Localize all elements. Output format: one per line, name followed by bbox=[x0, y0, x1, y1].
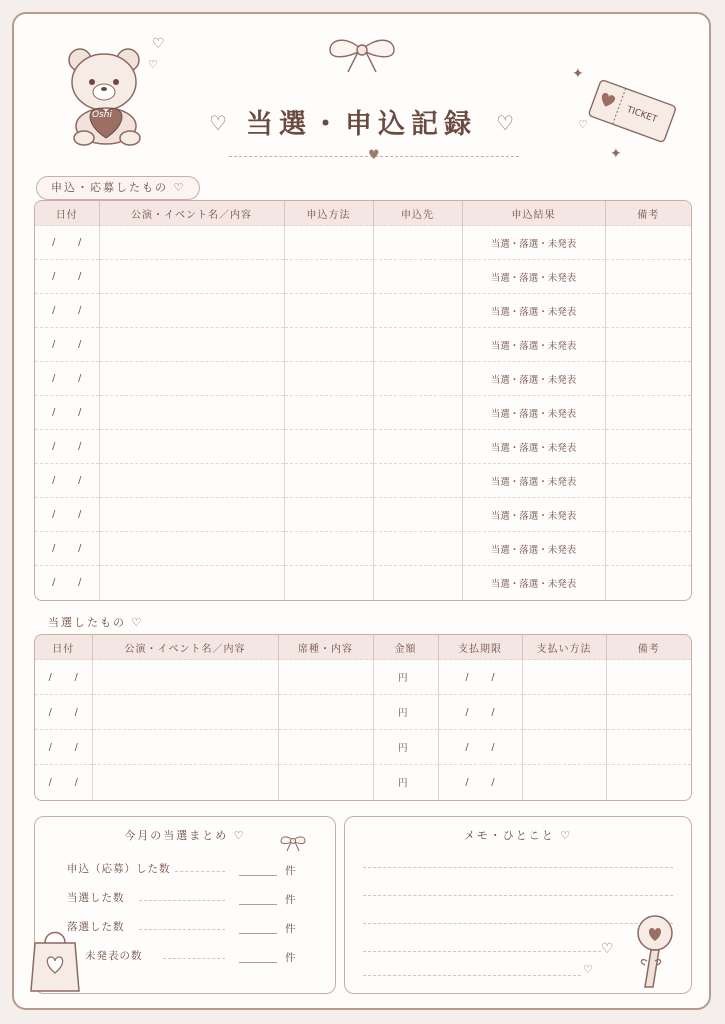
table-row bbox=[35, 464, 691, 498]
table-row bbox=[35, 260, 691, 294]
ribbon-icon bbox=[279, 833, 307, 853]
notes-cell[interactable] bbox=[605, 294, 691, 328]
date-cell[interactable] bbox=[35, 260, 99, 294]
date-separator: / bbox=[465, 706, 469, 718]
summary-unit: 件 bbox=[285, 923, 296, 935]
date-separator: / bbox=[74, 706, 78, 718]
date-cell[interactable] bbox=[35, 294, 99, 328]
date-cell[interactable] bbox=[35, 430, 99, 464]
date-separator: / bbox=[52, 339, 56, 350]
date-cell[interactable] bbox=[35, 730, 92, 765]
summary-leader bbox=[139, 929, 225, 930]
method-cell[interactable] bbox=[284, 532, 373, 566]
heart-icon: ♡ bbox=[148, 58, 158, 71]
heart-icon: ♡ bbox=[208, 111, 227, 135]
event-cell[interactable] bbox=[99, 294, 284, 328]
date-cell[interactable] bbox=[35, 660, 92, 695]
result-cell[interactable]: 当選・落選・未発表 bbox=[462, 328, 605, 362]
date-separator: / bbox=[78, 475, 82, 486]
notes-cell[interactable] bbox=[605, 328, 691, 362]
column-header: 支払い方法 bbox=[522, 635, 606, 660]
date-separator: / bbox=[491, 706, 495, 718]
destination-cell[interactable] bbox=[373, 464, 462, 498]
destination-cell[interactable] bbox=[373, 532, 462, 566]
summary-item-label: 申込（応募）した数 bbox=[67, 863, 171, 875]
notes-cell[interactable] bbox=[605, 362, 691, 396]
notes-cell[interactable] bbox=[605, 498, 691, 532]
date-separator: / bbox=[48, 706, 52, 718]
table-row bbox=[35, 532, 691, 566]
event-cell[interactable] bbox=[99, 328, 284, 362]
column-header: 申込方法 bbox=[284, 201, 373, 226]
wins-table bbox=[34, 634, 692, 801]
table-row bbox=[35, 498, 691, 532]
date-separator: / bbox=[52, 577, 56, 589]
date-separator: / bbox=[78, 543, 82, 554]
summary-item-label: 当選した数 bbox=[67, 892, 125, 904]
event-cell[interactable] bbox=[99, 430, 284, 464]
amount-cell[interactable]: 円 bbox=[373, 695, 438, 730]
table-row bbox=[35, 396, 691, 430]
seat-cell[interactable] bbox=[278, 730, 373, 765]
date-separator: / bbox=[78, 339, 82, 350]
column-header: 申込結果 bbox=[462, 201, 605, 226]
notes-cell[interactable] bbox=[605, 566, 691, 600]
result-cell[interactable]: 当選・落選・未発表 bbox=[462, 362, 605, 396]
date-separator: / bbox=[465, 741, 469, 753]
record-sheet bbox=[12, 12, 711, 1010]
table-row bbox=[35, 328, 691, 362]
payment-method-cell[interactable] bbox=[522, 765, 606, 800]
date-cell[interactable] bbox=[35, 226, 99, 260]
heart-icon: ♥ bbox=[368, 148, 380, 163]
event-cell[interactable] bbox=[92, 765, 278, 800]
destination-cell[interactable] bbox=[373, 498, 462, 532]
event-cell[interactable] bbox=[92, 695, 278, 730]
summary-unit: 件 bbox=[285, 952, 296, 964]
result-cell[interactable]: 当選・落選・未発表 bbox=[462, 566, 605, 600]
method-cell[interactable] bbox=[284, 566, 373, 600]
date-separator: / bbox=[52, 237, 56, 248]
date-separator: / bbox=[74, 671, 78, 683]
summary-item-label: 落選した数 bbox=[67, 921, 125, 933]
destination-cell[interactable] bbox=[373, 430, 462, 464]
date-cell[interactable] bbox=[35, 765, 92, 800]
notes-cell[interactable] bbox=[605, 260, 691, 294]
event-cell[interactable] bbox=[99, 532, 284, 566]
amount-cell[interactable]: 円 bbox=[373, 660, 438, 695]
destination-cell[interactable] bbox=[373, 226, 462, 260]
date-separator: / bbox=[491, 671, 495, 683]
sparkle-icon: ✦ bbox=[610, 146, 622, 162]
date-separator: / bbox=[74, 776, 78, 788]
column-header: 日付 bbox=[35, 201, 99, 226]
table-header bbox=[35, 201, 691, 226]
payment-deadline-cell[interactable] bbox=[438, 730, 522, 765]
bear-badge-text: Oshi bbox=[92, 110, 112, 120]
table-row bbox=[35, 294, 691, 328]
date-cell[interactable] bbox=[35, 328, 99, 362]
date-separator: / bbox=[48, 741, 52, 753]
event-cell[interactable] bbox=[99, 464, 284, 498]
notes-cell[interactable] bbox=[606, 660, 691, 695]
table-row bbox=[35, 226, 691, 260]
destination-cell[interactable] bbox=[373, 362, 462, 396]
notes-cell[interactable] bbox=[605, 396, 691, 430]
column-header: 金額 bbox=[373, 635, 438, 660]
date-cell[interactable] bbox=[35, 362, 99, 396]
notes-cell[interactable] bbox=[606, 730, 691, 765]
method-cell[interactable] bbox=[284, 396, 373, 430]
notes-cell[interactable] bbox=[606, 765, 691, 800]
event-cell[interactable] bbox=[99, 566, 284, 600]
date-cell[interactable] bbox=[35, 464, 99, 498]
result-cell[interactable]: 当選・落選・未発表 bbox=[462, 532, 605, 566]
date-separator: / bbox=[52, 543, 56, 554]
method-cell[interactable] bbox=[284, 498, 373, 532]
page-title: 当選・申込記録 bbox=[246, 109, 477, 140]
title-area bbox=[14, 102, 709, 141]
heart-icon: ♡ bbox=[152, 36, 165, 52]
result-cell[interactable]: 当選・落選・未発表 bbox=[462, 396, 605, 430]
heart-icon: ♡ bbox=[601, 941, 614, 957]
date-separator: / bbox=[78, 271, 82, 282]
notes-cell[interactable] bbox=[606, 695, 691, 730]
date-separator: / bbox=[52, 509, 56, 520]
heart-icon: ♡ bbox=[496, 111, 515, 135]
summary-leader bbox=[175, 871, 225, 872]
payment-method-cell[interactable] bbox=[522, 730, 606, 765]
date-separator: / bbox=[78, 441, 82, 452]
payment-deadline-cell[interactable] bbox=[438, 695, 522, 730]
memo-line bbox=[363, 867, 673, 868]
date-separator: / bbox=[52, 475, 56, 486]
penlight-icon bbox=[629, 913, 677, 991]
table-row bbox=[35, 695, 691, 730]
memo-box bbox=[344, 816, 692, 994]
date-separator: / bbox=[78, 305, 82, 316]
method-cell[interactable] bbox=[284, 430, 373, 464]
event-cell[interactable] bbox=[99, 226, 284, 260]
summary-item-label: 未発表の数 bbox=[85, 950, 143, 962]
destination-cell[interactable] bbox=[373, 328, 462, 362]
ticket-text: TICKET bbox=[625, 104, 659, 126]
table-header bbox=[35, 635, 691, 660]
column-header: 申込先 bbox=[373, 201, 462, 226]
table-row bbox=[35, 362, 691, 396]
column-header: 席種・内容 bbox=[278, 635, 373, 660]
heart-icon: ♡ bbox=[578, 118, 588, 131]
date-separator: / bbox=[78, 407, 82, 418]
result-cell[interactable]: 当選・落選・未発表 bbox=[462, 464, 605, 498]
notes-cell[interactable] bbox=[605, 532, 691, 566]
amount-cell[interactable]: 円 bbox=[373, 730, 438, 765]
column-header: 備考 bbox=[606, 635, 691, 660]
date-separator: / bbox=[52, 305, 56, 316]
event-cell[interactable] bbox=[92, 730, 278, 765]
table-row bbox=[35, 765, 691, 800]
memo-line bbox=[363, 975, 581, 976]
date-separator: / bbox=[74, 741, 78, 753]
date-cell[interactable] bbox=[35, 566, 99, 600]
date-cell[interactable] bbox=[35, 396, 99, 430]
summary-title: 今月の当選まとめ ♡ bbox=[124, 829, 246, 842]
date-cell[interactable] bbox=[35, 532, 99, 566]
applications-label: 申込・応募したもの ♡ bbox=[36, 176, 200, 200]
date-separator: / bbox=[491, 776, 495, 788]
column-header: 備考 bbox=[605, 201, 691, 226]
memo-line bbox=[363, 895, 673, 896]
amount-cell[interactable]: 円 bbox=[373, 765, 438, 800]
summary-unit: 件 bbox=[285, 894, 296, 906]
table-row bbox=[35, 566, 691, 600]
date-separator: / bbox=[52, 407, 56, 418]
date-separator: / bbox=[48, 671, 52, 683]
seat-cell[interactable] bbox=[278, 695, 373, 730]
event-cell[interactable] bbox=[99, 260, 284, 294]
table-row bbox=[35, 430, 691, 464]
date-separator: / bbox=[491, 741, 495, 753]
date-cell[interactable] bbox=[35, 695, 92, 730]
column-header: 公演・イベント名／内容 bbox=[92, 635, 278, 660]
notes-cell[interactable] bbox=[605, 430, 691, 464]
event-cell[interactable] bbox=[99, 396, 284, 430]
date-separator: / bbox=[78, 373, 82, 384]
result-cell[interactable]: 当選・落選・未発表 bbox=[462, 294, 605, 328]
summary-box bbox=[34, 816, 336, 994]
notes-cell[interactable] bbox=[605, 226, 691, 260]
date-cell[interactable] bbox=[35, 498, 99, 532]
summary-count-field[interactable] bbox=[239, 904, 277, 905]
payment-method-cell[interactable] bbox=[522, 695, 606, 730]
event-cell[interactable] bbox=[99, 498, 284, 532]
summary-count-field[interactable] bbox=[239, 962, 277, 963]
ribbon-icon bbox=[324, 32, 400, 76]
result-cell[interactable]: 当選・落選・未発表 bbox=[462, 260, 605, 294]
method-cell[interactable] bbox=[284, 294, 373, 328]
method-cell[interactable] bbox=[284, 362, 373, 396]
event-cell[interactable] bbox=[99, 362, 284, 396]
column-header: 日付 bbox=[35, 635, 92, 660]
payment-method-cell[interactable] bbox=[522, 660, 606, 695]
method-cell[interactable] bbox=[284, 260, 373, 294]
table-row bbox=[35, 730, 691, 765]
seat-cell[interactable] bbox=[278, 765, 373, 800]
date-separator: / bbox=[78, 577, 82, 589]
method-cell[interactable] bbox=[284, 464, 373, 498]
summary-unit: 件 bbox=[285, 865, 296, 877]
date-separator: / bbox=[78, 509, 82, 520]
summary-count-field[interactable] bbox=[239, 933, 277, 934]
memo-title: メモ・ひとこと ♡ bbox=[463, 829, 573, 842]
summary-count-field[interactable] bbox=[239, 875, 277, 876]
summary-leader bbox=[163, 958, 225, 959]
seat-cell[interactable] bbox=[278, 660, 373, 695]
destination-cell[interactable] bbox=[373, 396, 462, 430]
method-cell[interactable] bbox=[284, 226, 373, 260]
sparkle-icon: ✦ bbox=[572, 66, 584, 82]
destination-cell[interactable] bbox=[373, 294, 462, 328]
summary-leader bbox=[139, 900, 225, 901]
shopping-bag-icon bbox=[29, 921, 83, 995]
payment-deadline-cell[interactable] bbox=[438, 765, 522, 800]
table-row bbox=[35, 660, 691, 695]
date-separator: / bbox=[465, 671, 469, 683]
date-separator: / bbox=[465, 776, 469, 788]
wins-label: 当選したもの ♡ bbox=[48, 616, 144, 629]
method-cell[interactable] bbox=[284, 328, 373, 362]
result-cell[interactable]: 当選・落選・未発表 bbox=[462, 226, 605, 260]
heart-icon: ♡ bbox=[583, 963, 593, 976]
date-separator: / bbox=[48, 776, 52, 788]
memo-line bbox=[363, 951, 601, 952]
result-cell[interactable]: 当選・落選・未発表 bbox=[462, 430, 605, 464]
column-header: 支払期限 bbox=[438, 635, 522, 660]
event-cell[interactable] bbox=[92, 660, 278, 695]
column-header: 公演・イベント名／内容 bbox=[99, 201, 284, 226]
result-cell[interactable]: 当選・落選・未発表 bbox=[462, 498, 605, 532]
destination-cell[interactable] bbox=[373, 566, 462, 600]
date-separator: / bbox=[52, 271, 56, 282]
notes-cell[interactable] bbox=[605, 464, 691, 498]
date-separator: / bbox=[52, 441, 56, 452]
date-separator: / bbox=[52, 373, 56, 384]
memo-line bbox=[363, 923, 673, 924]
payment-deadline-cell[interactable] bbox=[438, 660, 522, 695]
destination-cell[interactable] bbox=[373, 260, 462, 294]
date-separator: / bbox=[78, 237, 82, 248]
applications-table bbox=[34, 200, 692, 601]
